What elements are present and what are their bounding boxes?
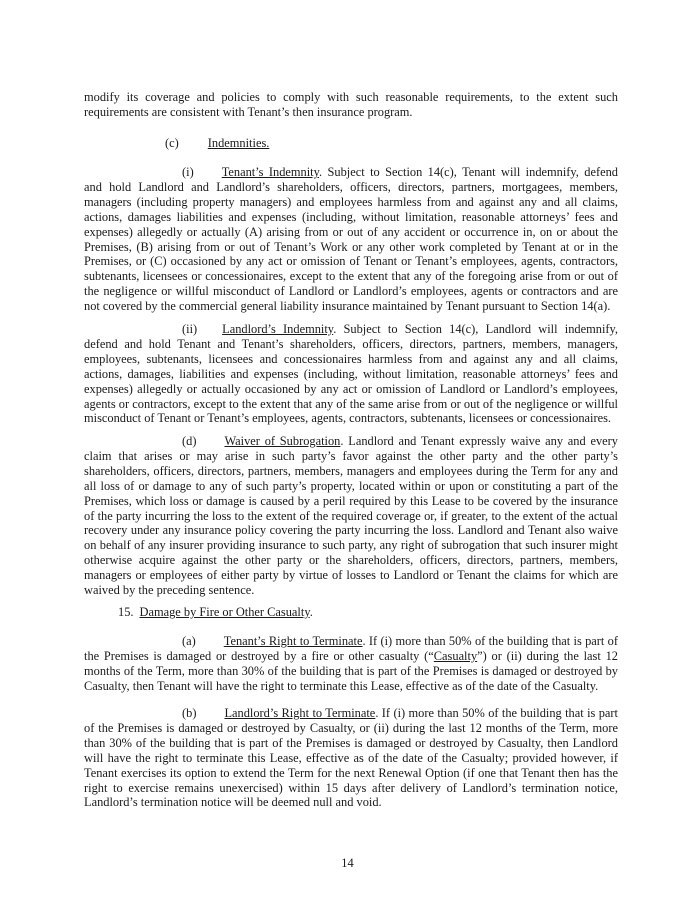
- clause-marker: (b): [182, 706, 197, 720]
- paragraph-text-continued: ”) or (ii) during the last 12 months of the Term, more than 30% of the building that is part of the Premises is damaged or destroyed by Casualty, then Tenant will have the right to terminate this Lease, effective as of the date of the Casualty.: [84, 648, 618, 693]
- clause-marker: (ii): [182, 322, 198, 336]
- paragraph-text: . If (i) more than 50% of the building that is part of the Premises is damaged or destroyed by Casualty, or (ii) during the last 12 months of the Term, more than 30% of the building that is part of the Premises is damaged or destroyed by Casualty, then Landlord will have the right to terminate this Lease, effective as of the date of the Casualty; provided however, if Tenant exercises its option to extend the Term for the next Renewal Option (if one that Tenant then has the right to exercise remains unexercised) within 15 days after delivery of Landlord’s termination notice, Landlord’s termination notice will be deemed null and void.: [84, 706, 618, 810]
- clause-marker: (i): [182, 165, 194, 179]
- paragraph-text: modify its coverage and policies to comply with such reasonable requirements, to the extent such requirements are consistent with Tenant’s then insurance program.: [84, 90, 618, 119]
- clause-title: Tenant’s Right to Terminate: [223, 634, 363, 648]
- paragraph-text: . Subject to Section 14(c), Tenant will indemnify, defend and hold Landlord and Landlord’s shareholders, officers, directors, partners, mortgagees, members, managers (including property managers) and employees harmless from and against any and all claims, actions, damages liabilities and expenses (including, without limitation, reasonable attorneys’ fees and expenses) allegedly or actually (A) arising from or out of any accident or occurrence in, on or about the Premises, (B) arising from or out of Tenant’s Work or any other work completed by Tenant at or in the Premises, or (C) occasioned by any act or omission of Tenant or Tenant’s employees, agents, contractors, subtenants, licensees or concessionaires, except to the extent that any of the foregoing arise from or out of the negligence or willful misconduct of Landlord or Landlord’s employees, agents or contractors and are not covered by the commercial general liability insurance maintained by Tenant pursuant to Section 14(a).: [84, 165, 619, 314]
- paragraph-landlord-indemnity: [84, 322, 618, 426]
- section-heading-indemnities: [165, 136, 269, 151]
- clause-title: Tenant’s Indemnity: [221, 165, 320, 179]
- defined-term: Casualty: [433, 648, 478, 663]
- section-marker: 15.: [118, 605, 134, 619]
- section-title-suffix: .: [309, 605, 313, 619]
- section-title: Indemnities.: [207, 136, 270, 150]
- paragraph-waiver-of-subrogation: [84, 434, 618, 598]
- section-title: Damage by Fire or Other Casualty: [139, 605, 310, 619]
- paragraph-continuation: [84, 90, 618, 120]
- clause-title: Landlord’s Right to Terminate: [224, 706, 376, 720]
- paragraph-tenant-indemnity: [84, 165, 618, 314]
- clause-marker: (d): [182, 434, 197, 448]
- paragraph-landlord-right-to-terminate: [84, 706, 618, 810]
- paragraph-text: . Subject to Section 14(c), Landlord will indemnify, defend and hold Tenant and Tenant’s shareholders, officers, directors, partners, members, managers, employees, subtenants, licensees and concessionaires harmless from and against any and all claims, actions, damages, liabilities and expenses (including, without limitation, reasonable attorneys’ fees and expenses) allegedly or actually occasioned by any act or omission of Landlord or Landlord’s employees, agents or contractors, except to the extent that any of the same arise from or out of the negligence or willful misconduct of Tenant or Tenant’s employees, agents, contractors, subtenants, licensees or concessionaires.: [84, 322, 618, 426]
- paragraph-text: . Landlord and Tenant expressly waive any and every claim that arises or may arise in such party’s favor against the other party and the other party’s shareholders, officers, directors, partners, members, managers and employees during the Term for any and all loss of or damage to any of such party’s property, located within or upon or constituting a part of the Premises, which loss or damage is caused by a peril required by this Lease to be covered by the insurance of the party incurring the loss to the extent of the required coverage or, if greater, to the extent of the actual recovery under any insurance policy covering the party incurring the loss. Landlord and Tenant also waive on behalf of any insurer providing insurance to such party, any right of subrogation that such insurer might otherwise acquire against the other party or the shareholders, officers, directors, partners, members, managers or employees of either party by virtue of losses to Landlord or Tenant the claims for which are waived by the preceding sentence.: [84, 434, 618, 598]
- clause-title: Waiver of Subrogation: [224, 434, 341, 448]
- paragraph-text: . If (i) more than 50% of the building that is part of the Premises is damaged or destroyed by a fire or other casualty (“: [84, 634, 619, 663]
- section-marker: (c): [165, 136, 179, 150]
- section-heading-15: [118, 605, 313, 620]
- clause-marker: (a): [182, 634, 196, 648]
- paragraph-tenant-right-to-terminate: [84, 634, 618, 694]
- page-number: 14: [341, 856, 354, 870]
- clause-title: Landlord’s Indemnity: [222, 322, 334, 336]
